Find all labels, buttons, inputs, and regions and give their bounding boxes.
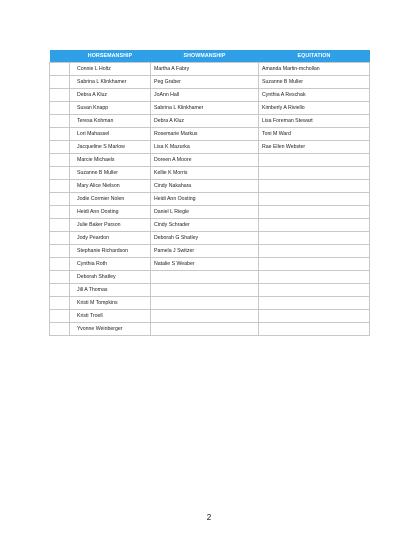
equitation-cell [259,193,370,206]
row-spacer-cell [50,141,70,154]
equitation-cell [259,180,370,193]
row-spacer-cell [50,206,70,219]
showmanship-cell [151,271,259,284]
horsemanship-cell: Heidi Ann Oosting [70,206,151,219]
showmanship-cell: Natalie S Weaber [151,258,259,271]
horsemanship-cell: Kristi M Tompkins [70,297,151,310]
row-spacer-cell [50,219,70,232]
showmanship-cell: Pamela J Switzer [151,245,259,258]
equitation-cell: Rae Ellen Webster [259,141,370,154]
equitation-cell: Cynthia A Reschak [259,89,370,102]
table-row [50,206,370,219]
showmanship-cell: Debra A Kluz [151,115,259,128]
table-row [50,63,370,76]
table-row [50,258,370,271]
horsemanship-cell: Susan Knapp [70,102,151,115]
table-body [50,63,370,336]
showmanship-cell: JoAnn Hall [151,89,259,102]
horsemanship-cell: Marcie Michaels [70,154,151,167]
horsemanship-cell: Kristi Troell [70,310,151,323]
equitation-cell [259,167,370,180]
row-spacer-cell [50,154,70,167]
equitation-cell [259,297,370,310]
table-row [50,323,370,336]
showmanship-cell: Sabrina L Klinkhamer [151,102,259,115]
horsemanship-cell: Yvonne Weinberger [70,323,151,336]
page-number: 2 [206,513,212,522]
showmanship-cell: Cindy Nakahara [151,180,259,193]
horsemanship-cell: Lori Mahassel [70,128,151,141]
showmanship-cell [151,310,259,323]
showmanship-cell: Heidi Ann Oosting [151,193,259,206]
equitation-cell [259,232,370,245]
row-spacer-cell [50,76,70,89]
equitation-cell: Suzanne B Muller [259,76,370,89]
equitation-cell: Lisa Foreman Stewart [259,115,370,128]
row-spacer-cell [50,323,70,336]
horsemanship-cell: Cynthia Roth [70,258,151,271]
horsemanship-cell: Stephanie Richardson [70,245,151,258]
equitation-cell [259,258,370,271]
showmanship-cell: Cindy Schrader [151,219,259,232]
row-spacer-cell [50,284,70,297]
equitation-cell [259,219,370,232]
header-row [50,50,370,63]
horsemanship-cell: Sabrina L Klinkhamer [70,76,151,89]
table-row [50,141,370,154]
equitation-cell: Amanda Martin-mchollan [259,63,370,76]
row-spacer-cell [50,245,70,258]
header-showmanship: SHOWMANSHIP [183,53,226,59]
row-spacer-cell [50,89,70,102]
equitation-cell [259,284,370,297]
row-spacer-cell [50,193,70,206]
horsemanship-cell: Connie L Holtz [70,63,151,76]
showmanship-cell [151,323,259,336]
table-row [50,271,370,284]
showmanship-cell: Peg Graber [151,76,259,89]
table-row [50,193,370,206]
equitation-cell: Toni M Ward [259,128,370,141]
row-spacer-cell [50,297,70,310]
equitation-cell: Kimberly A Riviello [259,102,370,115]
table-row [50,245,370,258]
showmanship-cell: Lisa K Mazurka [151,141,259,154]
horsemanship-cell: Jill A Thomas [70,284,151,297]
horsemanship-cell: Deborah Shatley [70,271,151,284]
table-row [50,180,370,193]
table-row [50,219,370,232]
showmanship-cell: Martha A Fabry [151,63,259,76]
horsemanship-cell: Teresa Kohman [70,115,151,128]
showmanship-cell: Daniel L Riegle [151,206,259,219]
row-spacer-cell [50,115,70,128]
equitation-cell [259,154,370,167]
horsemanship-cell: Jody Peardon [70,232,151,245]
table-row [50,232,370,245]
row-spacer-cell [50,180,70,193]
table-row [50,115,370,128]
header-spacer [50,50,70,63]
row-spacer-cell [50,128,70,141]
row-spacer-cell [50,102,70,115]
horsemanship-cell: Suzanne B Muller [70,167,151,180]
table-header [50,50,370,63]
row-spacer-cell [50,167,70,180]
roster-table [49,50,370,336]
row-spacer-cell [50,258,70,271]
header-equitation: EQUITATION [297,53,331,59]
table-row [50,297,370,310]
table-row [50,154,370,167]
showmanship-cell: Kellie K Morris [151,167,259,180]
table-row [50,89,370,102]
table-row [50,76,370,89]
equitation-cell [259,271,370,284]
equitation-cell [259,245,370,258]
row-spacer-cell [50,63,70,76]
horsemanship-cell: Mary Alice Nielson [70,180,151,193]
table-row [50,310,370,323]
showmanship-cell [151,284,259,297]
horsemanship-cell: Jodie Cormier Nolen [70,193,151,206]
row-spacer-cell [50,271,70,284]
showmanship-cell: Doreen A Moore [151,154,259,167]
horsemanship-cell: Debra A Kluz [70,89,151,102]
showmanship-cell: Deborah G Shatley [151,232,259,245]
horsemanship-cell: Jacqueline S Marlow [70,141,151,154]
table-row [50,167,370,180]
row-spacer-cell [50,232,70,245]
row-spacer-cell [50,310,70,323]
table-row [50,284,370,297]
equitation-cell [259,323,370,336]
table-row [50,102,370,115]
equitation-cell [259,310,370,323]
horsemanship-cell: Julie Baker Parson [70,219,151,232]
equitation-cell [259,206,370,219]
showmanship-cell: Rosemarie Markus [151,128,259,141]
table-row [50,128,370,141]
header-horsemanship: HORSEMANSHIP [87,53,133,59]
showmanship-cell [151,297,259,310]
